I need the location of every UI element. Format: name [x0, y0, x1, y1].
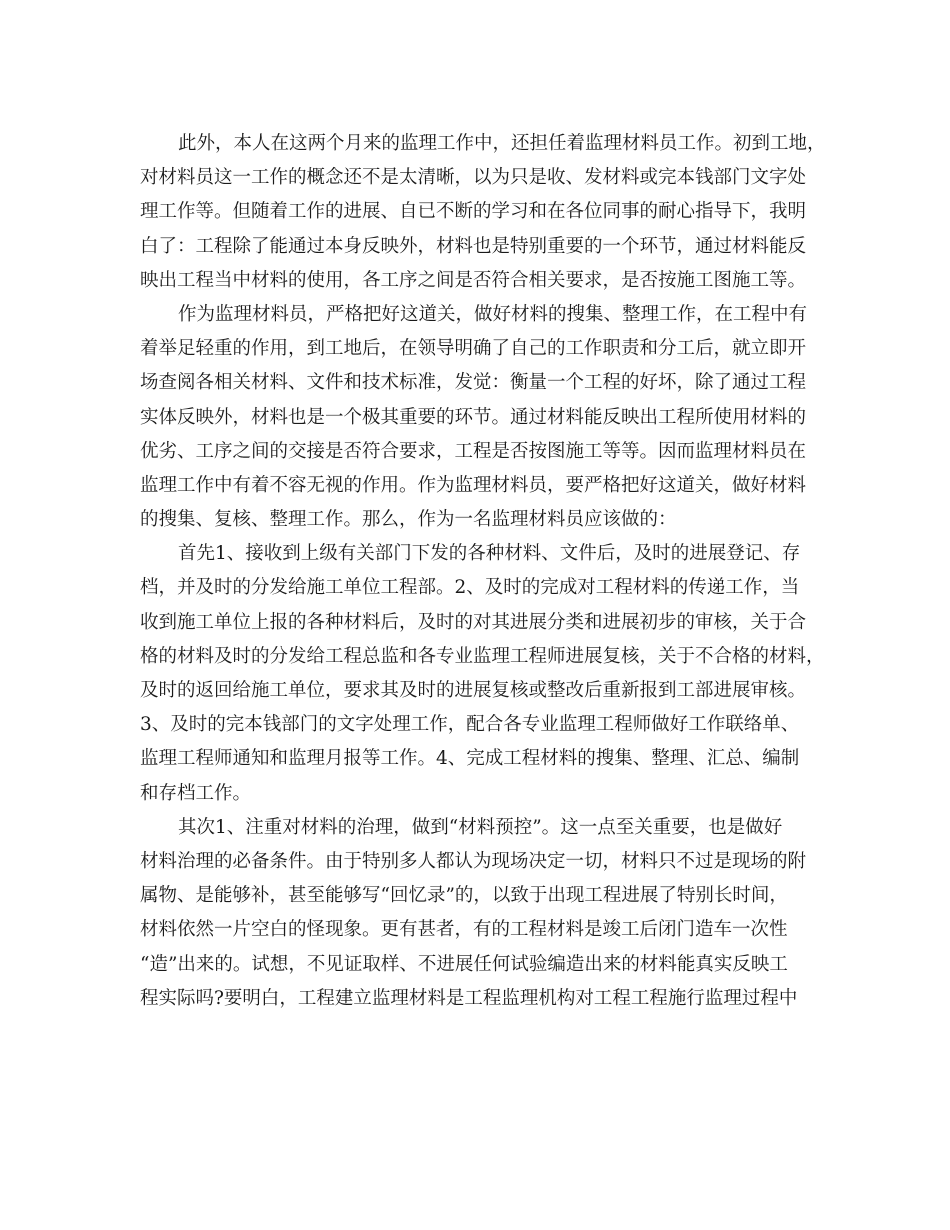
text-line: 收到施工单位上报的各种材料后，及时的对其进展分类和进展初步的审核，关于合	[140, 611, 807, 633]
text-line: 此外，本人在这两个月来的监理工作中，还担任着监理材料员工作。初到工地，	[178, 133, 826, 154]
text-line: 作为监理材料员，严格把好这道关，做好材料的搜集、整理工作，在工程中有	[178, 303, 808, 325]
text-line: 材料治理的必备条件。由于特别多人都认为现场决定一切，材料只不过是现场的附	[140, 850, 807, 872]
text-line: 属物、是能够补，甚至能够写“回忆录”的，以致于出现工程进展了特别长时间，	[140, 885, 788, 907]
paragraph-1	[140, 127, 826, 298]
text-line: 对材料员这一工作的概念还不是太清晰，以为只是收、发材料或完本钱部门文字处	[140, 167, 807, 189]
text-line: 首先1、接收到上级有关部门下发的各种材料、文件后，及时的进展登记、存	[178, 543, 801, 565]
text-line: 优劣、工序之间的交接是否符合要求，工程是否按图施工等等。因而监理材料员在	[140, 440, 807, 462]
paragraph-4	[140, 811, 826, 1016]
text-line: 监理工作中有着不容无视的作用。作为监理材料员，要严格把好这道关，做好材料	[140, 474, 807, 496]
text-line: 3、及时的完本钱部门的文字处理工作，配合各专业监理工程师做好工作联络单、	[140, 714, 800, 736]
text-line: 程实际吗?要明白，工程建立监理材料是工程监理机构对工程工程施行监理过程中	[140, 987, 798, 1009]
text-line: 其次1、注重对材料的治理，做到“材料预控”。这一点至关重要，也是做好	[178, 816, 783, 838]
text-line: “造”出来的。试想，不见证取样、不进展任何试验编造出来的材料能真实反映工	[140, 953, 788, 975]
paragraph-3	[140, 537, 826, 811]
text-line: 白了：工程除了能通过本身反映外，材料也是特别重要的一个环节，通过材料能反	[140, 235, 807, 257]
text-line: 着举足轻重的作用，到工地后，在领导明确了自己的工作职责和分工后，就立即开	[140, 338, 807, 360]
text-line: 理工作等。但随着工作的进展、自已不断的学习和在各位同事的耐心指导下，我明	[140, 201, 807, 223]
text-line: 和存档工作。	[140, 782, 252, 804]
text-line: 格的材料及时的分发给工程总监和各专业监理工程师进展复核，关于不合格的材料，	[140, 645, 825, 667]
text-line: 实体反映外，材料也是一个极其重要的环节。通过材料能反映出工程所使用材料的	[140, 406, 807, 428]
text-line: 及时的返回给施工单位，要求其及时的进展复核或整改后重新报到工部进展审核。	[140, 680, 807, 701]
text-line: 监理工程师通知和监理月报等工作。4、完成工程材料的搜集、整理、汇总、编制	[140, 748, 800, 770]
text-line: 材料依然一片空白的怪现象。更有甚者，有的工程材料是竣工后闭门造车一次性	[140, 919, 788, 941]
text-line: 场查阅各相关材料、文件和技术标准，发觉：衡量一个工程的好坏，除了通过工程	[140, 372, 807, 394]
text-line: 的搜集、复核、整理工作。那么，作为一名监理材料员应该做的：	[140, 509, 677, 531]
text-line: 档，并及时的分发给施工单位工程部。2、及时的完成对工程材料的传递工作，当	[140, 577, 800, 599]
document-body	[140, 127, 826, 1016]
paragraph-2	[140, 298, 826, 537]
text-line: 映出工程当中材料的使用，各工序之间是否符合相关要求，是否按施工图施工等。	[140, 269, 807, 291]
